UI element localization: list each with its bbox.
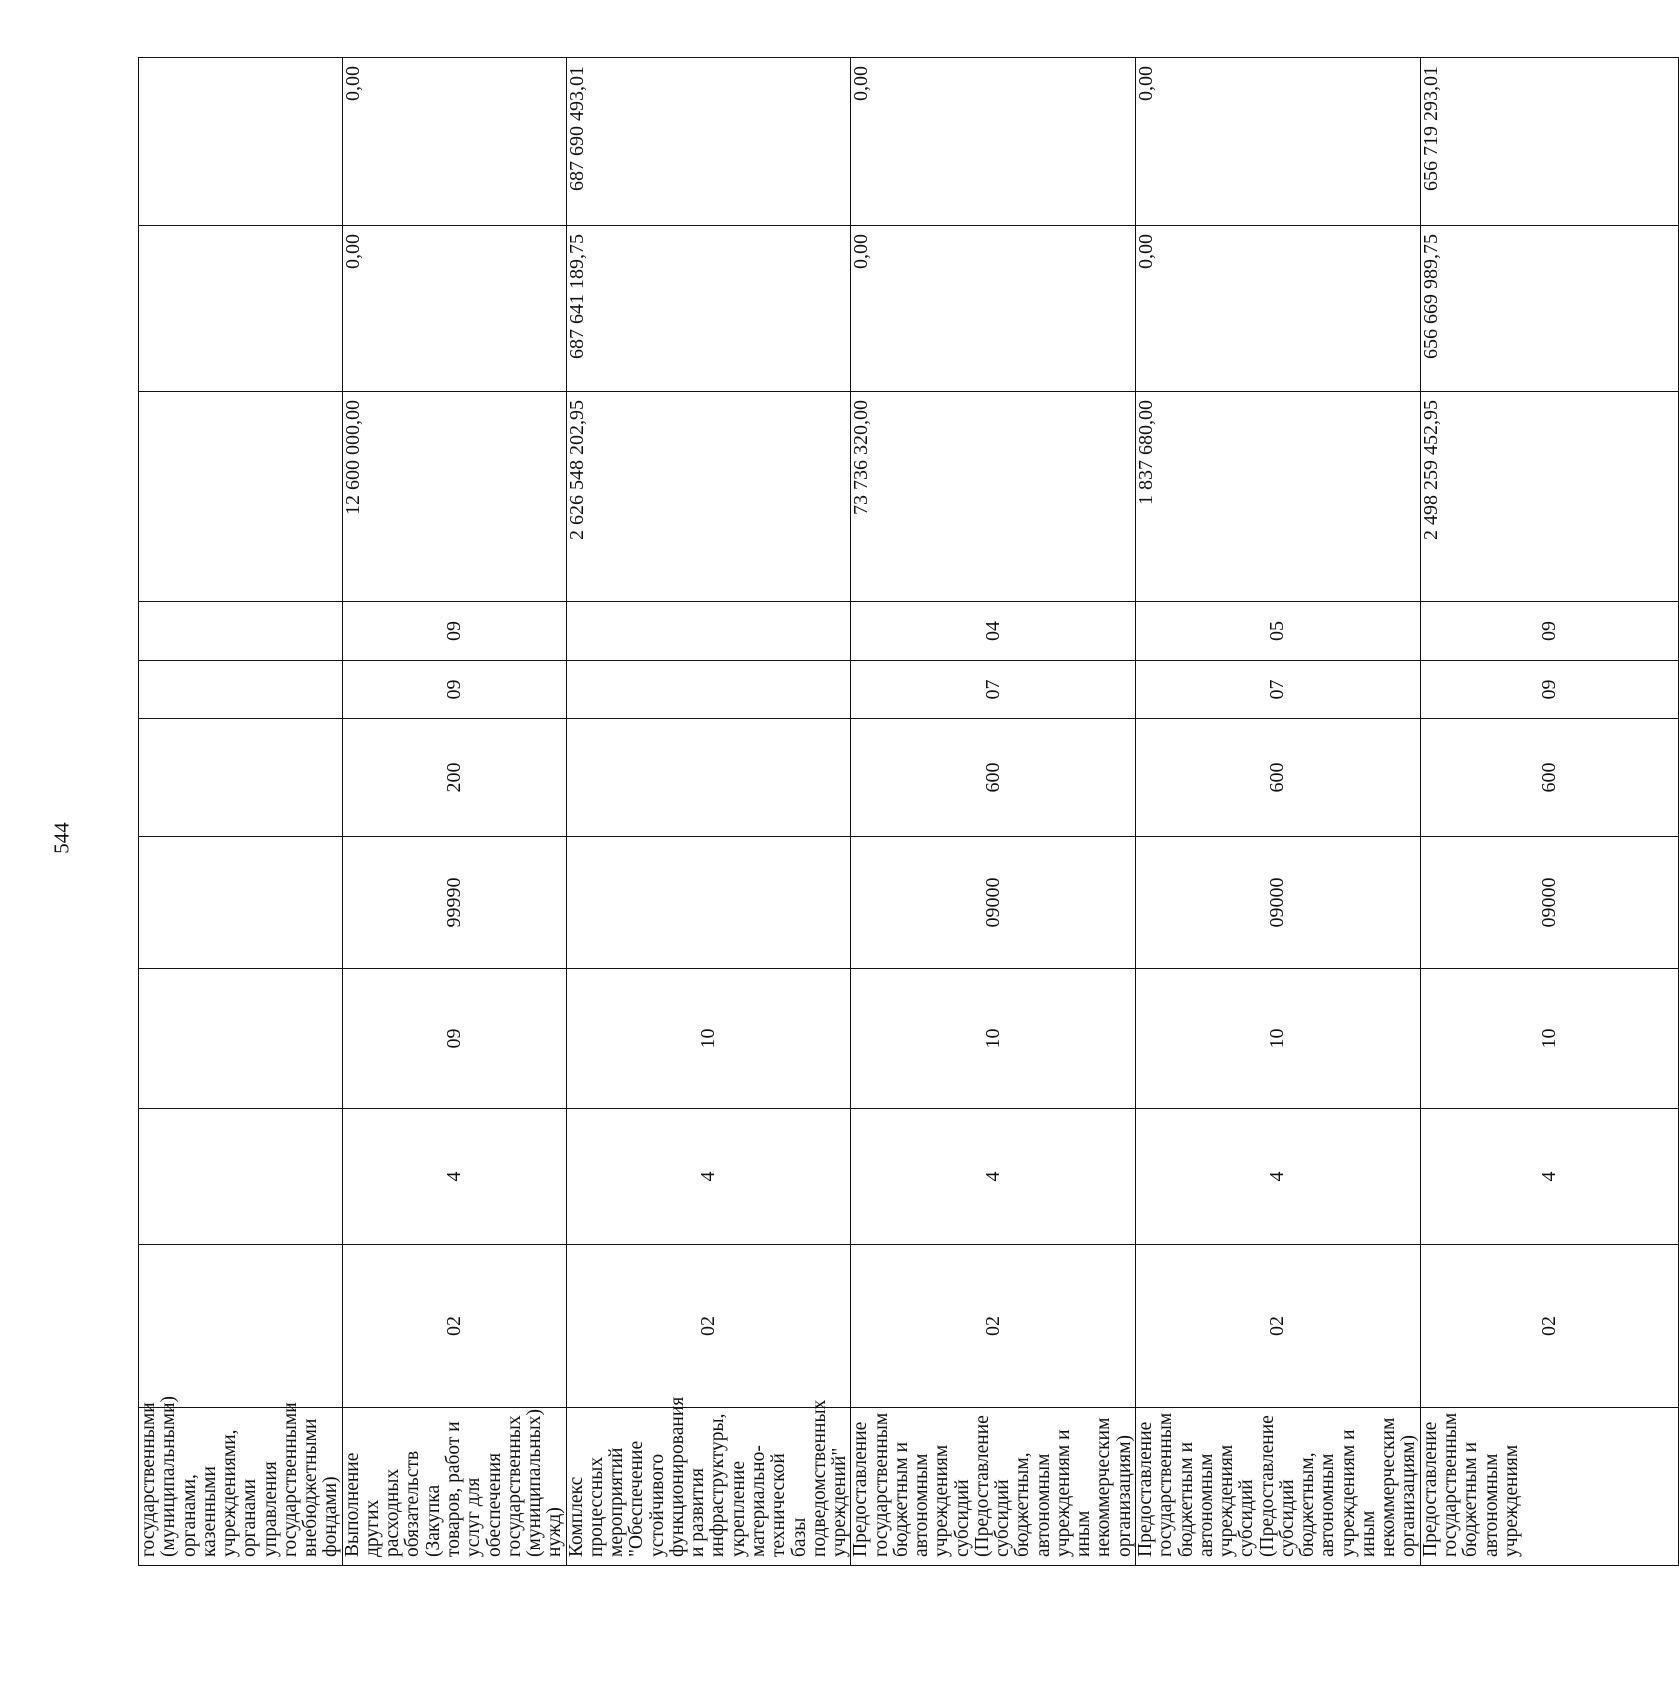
- amount-cell: 687 690 493,01: [566, 58, 851, 226]
- code-cell: 09000: [1136, 837, 1421, 969]
- code-cell: [566, 602, 851, 661]
- code-cell: 600: [1420, 719, 1678, 837]
- amount-cell: 687 641 189,75: [566, 226, 851, 392]
- code-cell: 10: [1420, 969, 1678, 1109]
- code-cell: 600: [851, 719, 1136, 837]
- code-cell: [139, 719, 343, 837]
- row-description: государственными (муниципальными) органами, казенными учреждениями, органами управления государственными внебюджетными фондами): [139, 1408, 343, 1566]
- amount-cell: 1 837 680,00: [1136, 392, 1421, 602]
- code-cell: 09000: [851, 837, 1136, 969]
- amount-cell: 73 736 320,00: [851, 392, 1136, 602]
- table-row: [1420, 58, 1678, 1566]
- table-row: [851, 58, 1136, 1566]
- code-cell: 600: [1136, 719, 1421, 837]
- code-cell: 99990: [342, 837, 566, 969]
- code-cell: [139, 1245, 343, 1408]
- budget-table: [138, 57, 1679, 1566]
- row-description: Выполнение других расходных обязательств (Закупка товаров, работ и услуг для обеспечения государственных (муниципальных) нужд): [342, 1408, 566, 1566]
- amount-cell: [139, 392, 343, 602]
- code-cell: 02: [566, 1245, 851, 1408]
- row-description: Предоставление государственным бюджетным и автономным учреждениям: [1420, 1408, 1678, 1566]
- amount-cell: [139, 226, 343, 392]
- amount-cell: 2 498 259 452,95: [1420, 392, 1678, 602]
- code-cell: 09: [342, 661, 566, 719]
- code-cell: [139, 837, 343, 969]
- code-cell: 09000: [1420, 837, 1678, 969]
- code-cell: [139, 602, 343, 661]
- code-cell: [139, 661, 343, 719]
- page-number: 544: [49, 822, 74, 854]
- amount-cell: 0,00: [1136, 226, 1421, 392]
- amount-cell: 0,00: [1136, 58, 1421, 226]
- row-description: Комплекс процессных мероприятий "Обеспечение устойчивого функционирования и развития инфраструктуры, укрепление материально-технической базы подведомственных учреждений": [566, 1408, 851, 1566]
- amount-cell: 0,00: [342, 58, 566, 226]
- code-cell: 09: [1420, 602, 1678, 661]
- code-cell: [139, 1109, 343, 1245]
- code-cell: 4: [851, 1109, 1136, 1245]
- code-cell: 10: [566, 969, 851, 1109]
- amount-cell: 0,00: [342, 226, 566, 392]
- code-cell: 05: [1136, 602, 1421, 661]
- code-cell: [566, 837, 851, 969]
- code-cell: 10: [851, 969, 1136, 1109]
- code-cell: 4: [566, 1109, 851, 1245]
- code-cell: 07: [1136, 661, 1421, 719]
- code-cell: 07: [851, 661, 1136, 719]
- amount-cell: 0,00: [851, 58, 1136, 226]
- table-row: [342, 58, 566, 1566]
- code-cell: 09: [1420, 661, 1678, 719]
- amount-cell: 2 626 548 202,95: [566, 392, 851, 602]
- code-cell: 4: [1420, 1109, 1678, 1245]
- code-cell: [566, 719, 851, 837]
- code-cell: 02: [1136, 1245, 1421, 1408]
- code-cell: 02: [1420, 1245, 1678, 1408]
- code-cell: [139, 969, 343, 1109]
- rotated-table-area: [138, 58, 1560, 1566]
- code-cell: 4: [1136, 1109, 1421, 1245]
- amount-cell: 656 719 293,01: [1420, 58, 1678, 226]
- code-cell: 4: [342, 1109, 566, 1245]
- row-description: Предоставление государственным бюджетным и автономным учреждениям субсидий (Предоставление субсидий бюджетным, автономным учреждениям и иным некоммерческим организациям): [851, 1408, 1136, 1566]
- table-row: [566, 58, 851, 1566]
- code-cell: 200: [342, 719, 566, 837]
- code-cell: 09: [342, 602, 566, 661]
- amount-cell: 656 669 989,75: [1420, 226, 1678, 392]
- code-cell: 09: [342, 969, 566, 1109]
- code-cell: 10: [1136, 969, 1421, 1109]
- amount-cell: 12 600 000,00: [342, 392, 566, 602]
- row-description: Предоставление государственным бюджетным и автономным учреждениям субсидий (Предоставление субсидий бюджетным, автономным учреждениям и иным некоммерческим организациям): [1136, 1408, 1421, 1566]
- amount-cell: [139, 58, 343, 226]
- amount-cell: 0,00: [851, 226, 1136, 392]
- table-row: [1136, 58, 1421, 1566]
- table-row: [139, 58, 343, 1566]
- code-cell: [566, 661, 851, 719]
- code-cell: 04: [851, 602, 1136, 661]
- code-cell: 02: [851, 1245, 1136, 1408]
- code-cell: 02: [342, 1245, 566, 1408]
